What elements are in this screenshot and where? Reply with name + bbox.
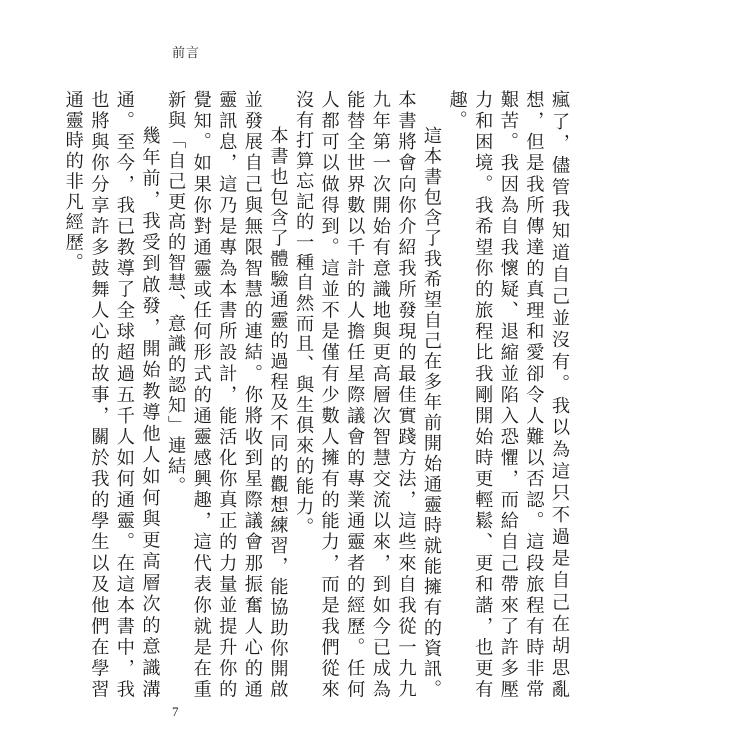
paragraph-1: 瘋了，儘管我知道自己並沒有。我以為這只不過是自己在胡思亂想，但是我所傳達的真理和愛卻令人難以否認。這段旅程有時非常艱苦。我因為自我懷疑、退縮並陷入恐懼，而給自己帶來了許多壓力和困境。我希望你的旅程比我剛開始時更輕鬆、更和諧，也更有趣。: [446, 90, 570, 700]
paragraph-3: 本書也包含了體驗通靈的過程及不同的觀想練習，能協助你開啟並發展自己與無限智慧的連結。你將收到星際議會那振奮人心的通靈訊息，這乃是專為本書所設計，能活化你真正的力量並提升你的覺知。如果你對通靈或任何形式的通靈感興趣，這代表你就是在重新與「自己更高的智慧、意識的認知」連結。: [165, 90, 289, 700]
paragraph-4: 幾年前，我受到啟發，開始教導他人如何與更高層次的意識溝通。至今，我已教導了全球超過五千人如何通靈。在這本書中，我也將與你分享許多鼓舞人心的故事，關於我的學生以及他們在學習通靈時的非凡經歷。: [62, 90, 161, 700]
paragraph-2: 這本書包含了我希望自己在多年前開始通靈時就能擁有的資訊。本書將會向你介紹我所發現的最佳實踐方法，這些來自我從一九九九年第一次開始有意識地與更高層次智慧交流以來，到如今已成為能替全世界數以千計的人擔任星際議會的專業通靈者的經歷。任何人都可以做得到。這並不是僅有少數人擁有的能力，而是我們從來沒有打算忘記的一種自然而且、與生俱來的能力。: [293, 90, 443, 700]
body-text: [60, 90, 572, 700]
page-number: 7: [172, 704, 179, 719]
running-header: 前言: [172, 46, 201, 61]
